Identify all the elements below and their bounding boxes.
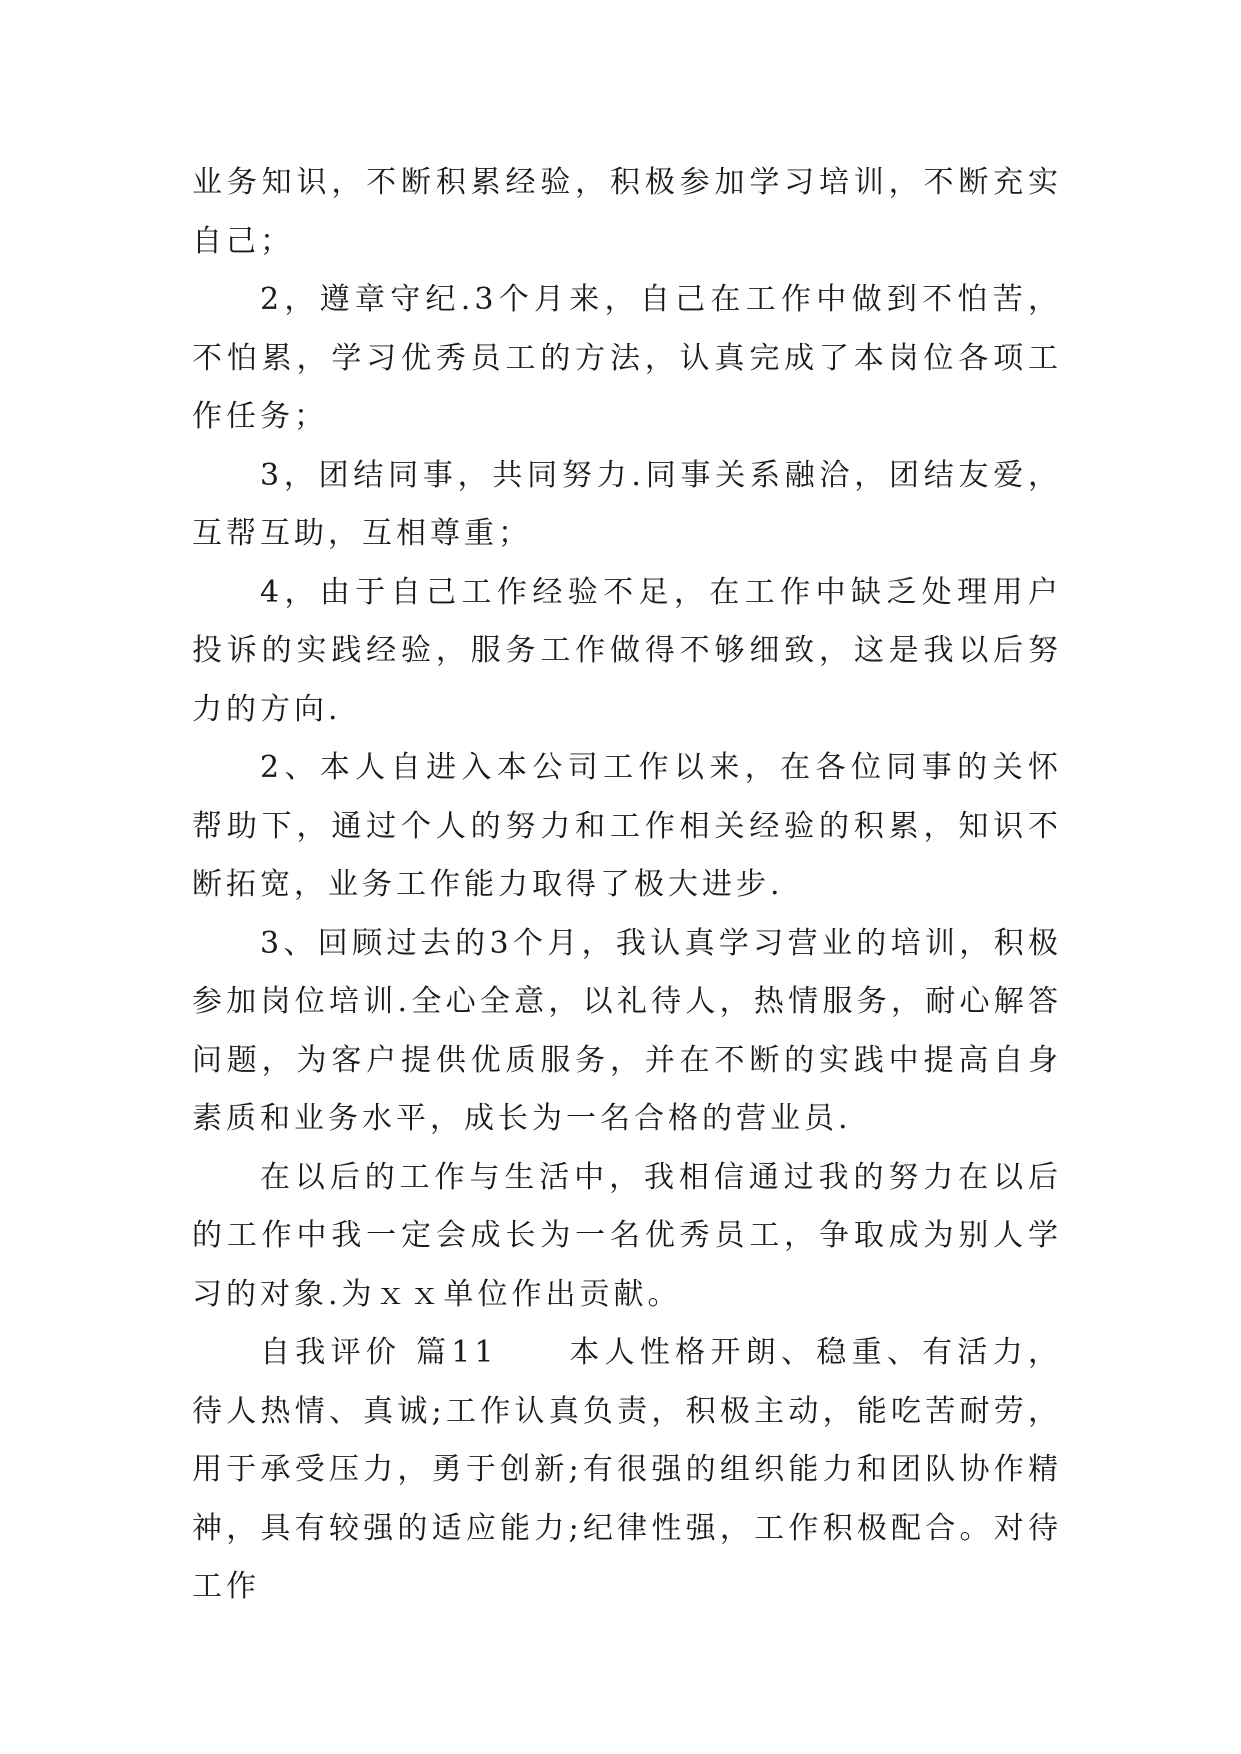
paragraph-7: 在以后的工作与生活中，我相信通过我的努力在以后的工作中我一定会成长为一名优秀员工，争取成为别人学习的对象.为ｘｘ单位作出贡献。: [192, 1159, 1062, 1312]
paragraph-8: 自我评价 篇11 本人性格开朗、稳重、有活力，待人热情、真诚;工作认真负责，积极主动，能吃苦耐劳，用于承受压力，勇于创新;有很强的组织能力和团队协作精神，具有较强的适应能力;纪律性强，工作积极配合。对待工作: [192, 1335, 1062, 1604]
paragraph-6: 3、回顾过去的3个月，我认真学习营业的培训，积极参加岗位培训.全心全意，以礼待人，热情服务，耐心解答问题，为客户提供优质服务，并在不断的实践中提高自身素质和业务水平，成长为一名合格的营业员.: [192, 925, 1062, 1136]
paragraph-1: 业务知识，不断积累经验，积极参加学习培训，不断充实自己；: [192, 165, 1062, 259]
paragraph-2: 2，遵章守纪.3个月来，自己在工作中做到不怕苦，不怕累，学习优秀员工的方法，认真完成了本岗位各项工作任务；: [192, 282, 1062, 434]
paragraph-5: 2、本人自进入本公司工作以来，在各位同事的关怀帮助下，通过个人的努力和工作相关经验的积累，知识不断拓宽，业务工作能力取得了极大进步.: [192, 750, 1062, 902]
document-body: [192, 154, 1062, 1617]
paragraph-4: 4，由于自己工作经验不足，在工作中缺乏处理用户投诉的实践经验，服务工作做得不够细致，这是我以后努力的方向.: [192, 574, 1062, 727]
paragraph-3: 3，团结同事，共同努力.同事关系融洽，团结友爱，互帮互助，互相尊重；: [192, 457, 1062, 551]
